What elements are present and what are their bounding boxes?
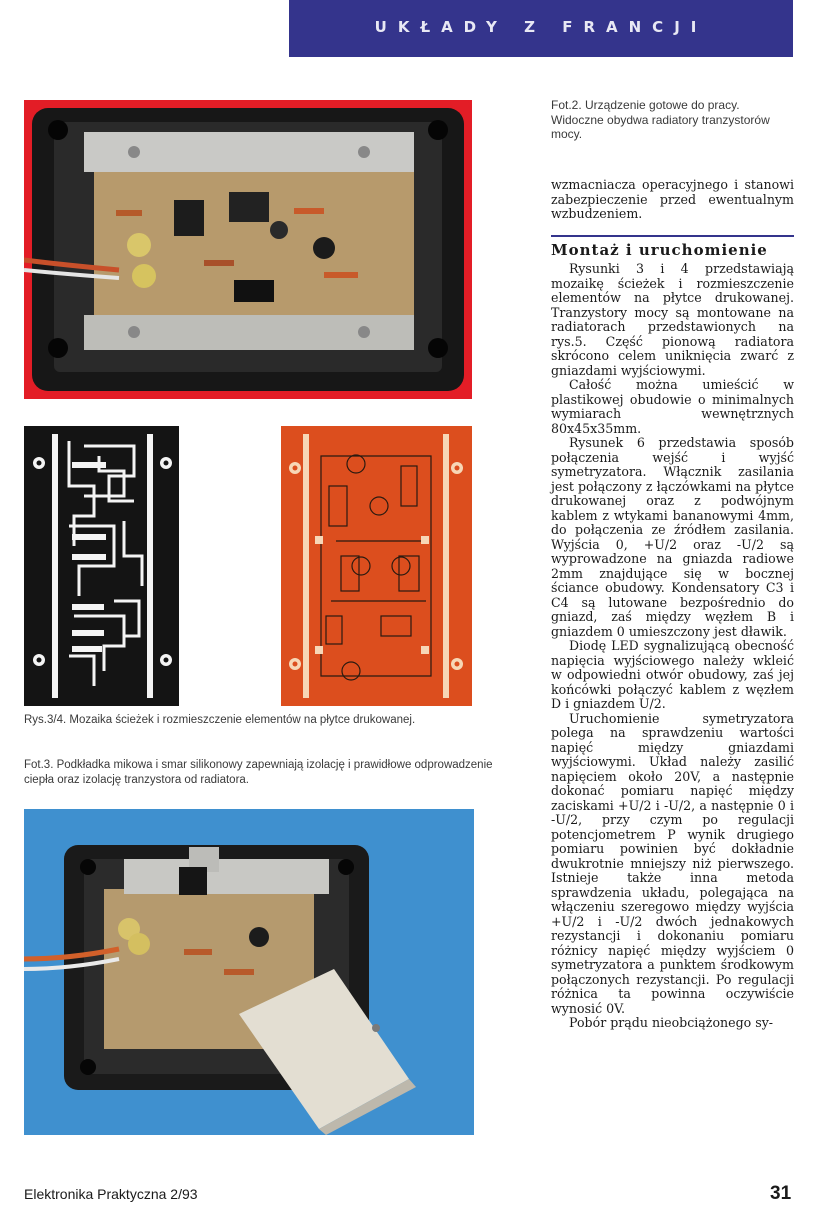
section-divider — [551, 235, 794, 237]
caption-rys34: Rys.3/4. Mozaika ścieżek i rozmieszczenie elementów na płytce drukowanej. — [24, 714, 416, 726]
footer-magazine: Elektronika Praktyczna 2/93 — [24, 1186, 198, 1202]
page-number: 31 — [770, 1183, 792, 1204]
intro-paragraph: wzmacniacza operacyjnego i stanowi zabezpieczenie przed ewentualnym wzbudzeniem. — [551, 177, 794, 221]
caption-fot3: Fot.3. Podkładka mikowa i smar silikonowy zapewniają izolację i prawidłowe odprowadzenie ciepła oraz izolację tranzystora od radiatora. — [24, 759, 493, 786]
caption-fot2: Fot.2. Urządzenie gotowe do pracy. Widoczne obydwa radiatory tranzystorów mocy. — [551, 98, 770, 141]
section-title: Montaż i uruchomienie — [551, 241, 768, 259]
pcb-component-layout — [281, 426, 472, 706]
body-paragraph: Rysunki 3 i 4 przedstawiają mozaikę ścieżek i rozmieszczenie elementów na płytce drukowanej. Tranzystory mocy są montowane na radiatorach przedstawionych na rys.5. Część pionową radiatora skrócono celem uniknięcia zwarć z gniazdami wyjściowymi. — [551, 261, 794, 378]
body-paragraph: Uruchomienie symetryzatora polega na sprawdzeniu wartości napięć między gniazdami wyjściowymi. Układ należy zasilić napięciem około 20V, a następnie dokonać pomiaru napięć między zaciskami +U/2 i -U/2, a następnie 0 i -U/2, przy czym po regulacji potencjometrem P wynik drugiego pomiaru powinien być dokładnie dwukrotnie mniejszy niż pierwszego. Istnieje także inna metoda sprawdzenia układu, polegająca na włączeniu szeregowo między wyjścia +U/2 i -U/2 dwóch jednakowych rezystancji i dokonaniu pomiaru różnicy napięć między wyjściem 0 symetryzatora a punktem środkowym połączonych rezystancji. Po regulacji różnica ta powinna oczywiście wynosić 0V. — [551, 710, 794, 1016]
article-body — [551, 262, 794, 1031]
body-paragraph: Rysunek 6 przedstawia sposób połączenia wejść i wyjść symetryzatora. Włącznik zasilania jest połączony z łączówkami na płytce drukowanej oraz z podwójnym kablem z wtykami bananowymi 4mm, do połączenia ze źródłem zasilania. Wyjścia 0, +U/2 oraz -U/2 są wyprowadzone na gniazda radiowe 2mm znajdujące się w bocznej ściance obudowy. Kondensatory C3 i C4 są lutowane bezpośrednio do gniazd, zaś między węzłem B i gniazdem 0 umieszczony jest dławik. — [551, 435, 794, 639]
body-paragraph: Całość można umieścić w plastikowej obudowie o minimalnych wymiarach wewnętrznych 80x45x35mm. — [551, 377, 794, 436]
section-header-title: UKŁADY Z FRANCJI — [374, 18, 708, 36]
body-paragraph: Diodę LED sygnalizującą obecność napięcia wyjściowego należy wkleić w odpowiedni otwór obudowy, zaś jej końcówki połączyć kablem z węzłem D i gniazdem U/2. — [551, 638, 794, 711]
section-header-bar — [289, 0, 793, 57]
photo-device-ready — [24, 100, 472, 399]
photo-mica-washer — [24, 809, 474, 1135]
pcb-track-mosaic — [24, 426, 179, 706]
article-intro — [551, 178, 794, 222]
body-paragraph: Pobór prądu nieobciążonego sy- — [569, 1015, 774, 1030]
